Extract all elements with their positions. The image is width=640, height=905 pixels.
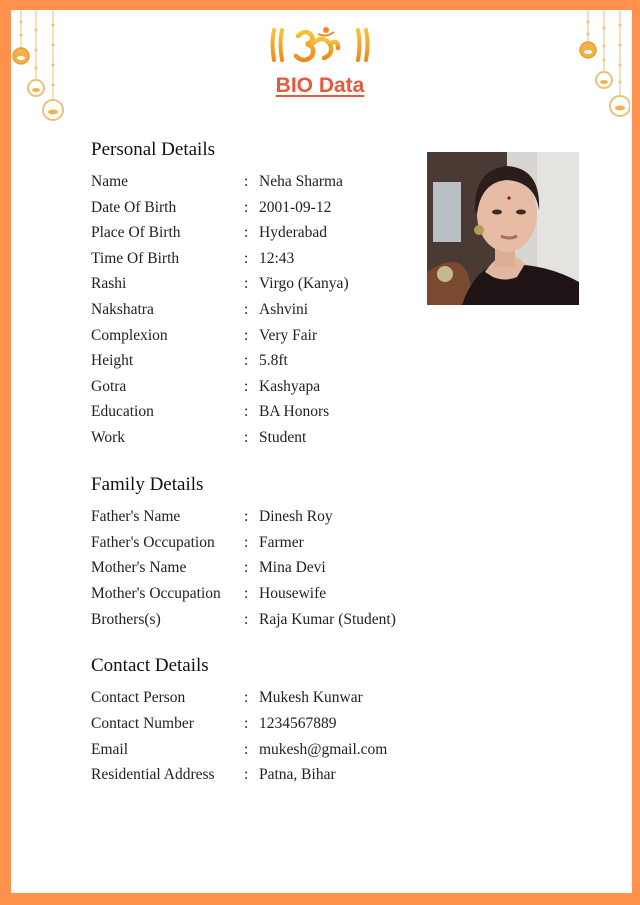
field-value: Virgo (Kanya)	[259, 275, 349, 292]
field-label: Father's Name	[91, 508, 181, 525]
profile-photo	[427, 152, 579, 305]
separator: :	[244, 301, 249, 318]
field-label: Complexion	[91, 327, 168, 344]
field-value: Housewife	[259, 585, 327, 602]
separator: :	[244, 327, 249, 344]
page-title: BIO Data	[275, 74, 365, 97]
field-label: Name	[91, 173, 129, 190]
field-value: Raja Kumar (Student)	[259, 611, 396, 628]
separator: :	[244, 559, 249, 576]
separator: :	[244, 585, 249, 602]
separator: :	[244, 534, 249, 551]
separator: :	[244, 173, 249, 190]
field-value: Patna, Bihar	[259, 766, 336, 783]
section-title-contact: Contact Details	[91, 655, 209, 676]
separator: :	[244, 250, 249, 267]
field-label: Time Of Birth	[91, 250, 180, 267]
separator: :	[244, 429, 249, 446]
separator: :	[244, 275, 249, 292]
field-value: Student	[259, 429, 307, 446]
om-symbol-icon	[268, 24, 372, 64]
field-label: Rashi	[91, 275, 127, 292]
field-value: Hyderabad	[259, 224, 327, 241]
field-value: 12:43	[259, 250, 295, 267]
field-value: Dinesh Roy	[259, 508, 333, 525]
portrait-image	[427, 152, 579, 305]
field-label: Mother's Name	[91, 559, 187, 576]
field-label: Education	[91, 403, 154, 420]
separator: :	[244, 378, 249, 395]
field-value: Mina Devi	[259, 559, 326, 576]
field-value: Mukesh Kunwar	[259, 689, 363, 706]
field-label: Contact Number	[91, 715, 194, 732]
field-label: Mother's Occupation	[91, 585, 221, 602]
field-value: Farmer	[259, 534, 304, 551]
separator: :	[244, 199, 249, 216]
field-label: Place Of Birth	[91, 224, 181, 241]
field-label: Height	[91, 352, 134, 369]
separator: :	[244, 508, 249, 525]
field-value: Neha Sharma	[259, 173, 343, 190]
field-value: Kashyapa	[259, 378, 321, 395]
field-value: mukesh@gmail.com	[259, 741, 388, 758]
field-label: Email	[91, 741, 129, 758]
hanging-diya-left-decoration	[11, 10, 71, 125]
field-label: Brothers(s)	[91, 611, 161, 628]
separator: :	[244, 224, 249, 241]
field-label: Date Of Birth	[91, 199, 177, 216]
hanging-diya-right-decoration	[570, 10, 630, 125]
separator: :	[244, 352, 249, 369]
separator: :	[244, 689, 249, 706]
section-title-family: Family Details	[91, 474, 204, 495]
field-label: Father's Occupation	[91, 534, 215, 551]
separator: :	[244, 766, 249, 783]
field-value: 5.8ft	[259, 352, 288, 369]
field-label: Contact Person	[91, 689, 186, 706]
field-value: Ashvini	[259, 301, 309, 318]
field-label: Residential Address	[91, 766, 215, 783]
separator: :	[244, 741, 249, 758]
separator: :	[244, 611, 249, 628]
field-value: Very Fair	[259, 327, 318, 344]
field-value: 2001-09-12	[259, 199, 332, 216]
section-title-personal: Personal Details	[91, 139, 216, 160]
field-value: BA Honors	[259, 403, 330, 420]
field-value: 1234567889	[259, 715, 337, 732]
field-label: Nakshatra	[91, 301, 154, 318]
field-label: Gotra	[91, 378, 127, 395]
separator: :	[244, 715, 249, 732]
field-label: Work	[91, 429, 126, 446]
separator: :	[244, 403, 249, 420]
